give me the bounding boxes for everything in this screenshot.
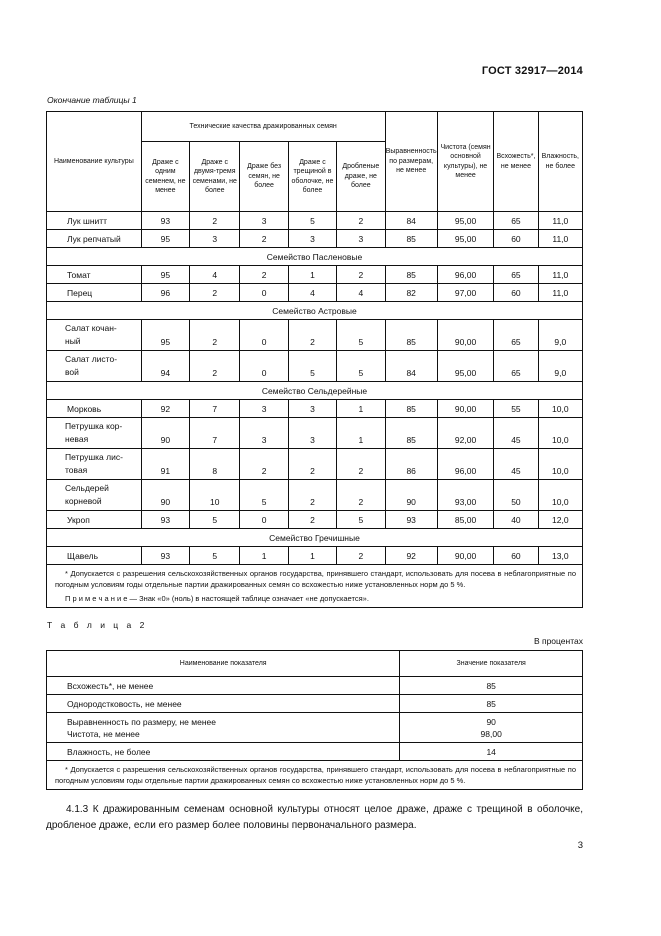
table1-caption: Окончание таблицы 1 [47,95,137,105]
value-cell: 3 [288,418,336,449]
table-row [47,320,583,351]
value-cell: 13,0 [538,547,582,565]
header-uniformity: Выравненность по размерам, не менее [385,112,437,212]
value-cell: 92,00 [437,418,493,449]
indicator-name-line: Влажность, не более [67,746,151,757]
table-row [47,418,583,449]
table-row [47,511,583,529]
table-row [47,212,583,230]
value-cell: 2 [240,230,288,248]
value-cell: 0 [240,284,288,302]
indicator-name-line: Чистота, не менее [67,728,140,739]
value-cell: 85 [385,320,437,351]
family-row: Семейство Гречишные [47,529,583,547]
value-cell: 9,0 [538,320,582,351]
value-cell: 2 [190,212,240,230]
value-cell: 2 [337,212,385,230]
crop-name-line: Петрушка кор- [65,421,123,431]
value-cell: 2 [337,480,385,511]
table-row [47,547,583,565]
value-cell: 5 [240,480,288,511]
value-cell: 92 [141,400,189,418]
value-cell: 10,0 [538,418,582,449]
value-cell: 3 [240,418,288,449]
indicator-name [47,743,400,761]
value-cell: 5 [337,320,385,351]
value-cell: 3 [288,230,336,248]
value-cell: 95,00 [437,230,493,248]
header-tech-group: Технические качества дражированных семян [141,112,385,142]
header-no-seeds: Драже без семян, не более [240,142,288,212]
document-code: ГОСТ 32917—2014 [481,65,583,77]
value-cell: 45 [494,449,538,480]
indicator-name-line: Всхожесть*, не менее [67,680,154,691]
value-cell: 5 [190,511,240,529]
value-cell: 4 [337,284,385,302]
indicator-value [400,677,583,695]
value-cell: 4 [288,284,336,302]
table2-caption: Т а б л и ц а 2 [47,620,148,630]
crop-name-line: вой [65,367,79,377]
value-cell: 5 [288,212,336,230]
value-cell: 2 [288,511,336,529]
value-cell: 96 [141,284,189,302]
crop-name [47,480,142,511]
crop-name [47,511,142,529]
crop-name-line: Салат листо- [65,354,118,364]
table-row [47,266,583,284]
value-cell: 93 [141,511,189,529]
crop-name-line: Щавель [67,550,99,561]
indicator-value [400,695,583,713]
table2-header-value: Значение показателя [400,651,583,677]
value-cell: 55 [494,400,538,418]
table-row [47,400,583,418]
crop-name-line: Морковь [67,403,102,414]
value-cell: 1 [288,547,336,565]
value-cell: 3 [240,212,288,230]
value-cell: 90 [385,480,437,511]
value-cell: 95,00 [437,212,493,230]
value-cell: 60 [494,284,538,302]
table-row [47,695,583,713]
value-cell: 85,00 [437,511,493,529]
indicator-value-line: 85 [486,680,496,691]
table2 [46,650,583,790]
header-name: Наименование культуры [47,112,142,212]
table-row [47,284,583,302]
header-germination: Всхожесть*, не менее [494,112,538,212]
value-cell: 65 [494,266,538,284]
crop-name [47,230,142,248]
value-cell: 95 [141,266,189,284]
crop-name [47,320,142,351]
value-cell: 1 [288,266,336,284]
crop-name [47,449,142,480]
value-cell: 5 [288,351,336,382]
crop-name-line: Укроп [67,514,90,525]
table1 [46,111,583,608]
indicator-name-line: Однородстковость, не менее [67,698,182,709]
header-moisture: Влажность, не более [538,112,582,212]
value-cell: 85 [385,230,437,248]
table1-body [47,212,583,608]
value-cell: 1 [337,400,385,418]
value-cell: 65 [494,351,538,382]
value-cell: 5 [337,511,385,529]
value-cell: 90,00 [437,547,493,565]
crop-name [47,284,142,302]
crop-name-line: Салат кочан- [65,323,117,333]
value-cell: 10,0 [538,480,582,511]
value-cell: 60 [494,547,538,565]
crop-name [47,547,142,565]
value-cell: 12,0 [538,511,582,529]
crop-name-line: ный [65,336,81,346]
value-cell: 7 [190,418,240,449]
value-cell: 60 [494,230,538,248]
value-cell: 90,00 [437,400,493,418]
value-cell: 92 [385,547,437,565]
value-cell: 2 [190,320,240,351]
value-cell: 2 [190,351,240,382]
crop-name-line: Сельдерей [65,483,109,493]
value-cell: 3 [337,230,385,248]
header-two-three-seeds: Драже с двумя-тремя семенами, не более [190,142,240,212]
value-cell: 11,0 [538,230,582,248]
value-cell: 2 [337,266,385,284]
value-cell: 2 [240,266,288,284]
value-cell: 85 [385,418,437,449]
value-cell: 65 [494,212,538,230]
crop-name-line: Лук репчатый [67,233,121,244]
value-cell: 0 [240,351,288,382]
value-cell: 94 [141,351,189,382]
value-cell: 3 [288,400,336,418]
value-cell: 1 [337,418,385,449]
value-cell: 10 [190,480,240,511]
value-cell: 93 [141,547,189,565]
crop-name-line: корневой [65,496,102,506]
value-cell: 4 [190,266,240,284]
crop-name [47,400,142,418]
value-cell: 2 [288,449,336,480]
value-cell: 2 [190,284,240,302]
indicator-value-line: 85 [486,698,496,709]
value-cell: 2 [240,449,288,480]
table-row [47,351,583,382]
value-cell: 2 [337,449,385,480]
value-cell: 84 [385,212,437,230]
crop-name-line: Лук шнитт [67,215,108,226]
table-row [47,480,583,511]
header-crushed: Дробленые драже, не более [337,142,385,212]
value-cell: 96,00 [437,449,493,480]
table2-header-name: Наименование показателя [47,651,400,677]
value-cell: 5 [337,351,385,382]
table2-body [47,677,583,790]
value-cell: 11,0 [538,212,582,230]
value-cell: 90 [141,418,189,449]
value-cell: 65 [494,320,538,351]
value-cell: 95,00 [437,351,493,382]
value-cell: 90 [141,480,189,511]
indicator-name [47,677,400,695]
indicator-value-line: 98,00 [480,728,502,739]
value-cell: 93 [141,212,189,230]
value-cell: 11,0 [538,284,582,302]
header-single-seed: Драже с одним семенем, не менее [141,142,189,212]
table-row [47,449,583,480]
table1-notes [47,565,583,608]
crop-name [47,351,142,382]
page-number: 3 [577,840,583,851]
indicator-value [400,713,583,743]
family-row: Семейство Астровые [47,302,583,320]
value-cell: 11,0 [538,266,582,284]
table-row [47,743,583,761]
indicator-value [400,743,583,761]
value-cell: 50 [494,480,538,511]
crop-name-line: Перец [67,287,93,298]
crop-name [47,266,142,284]
value-cell: 3 [240,400,288,418]
value-cell: 95 [141,230,189,248]
table1-note: П р и м е ч а н и е — Знак «0» (ноль) в настоящей таблице означает «не допускается». [65,594,369,603]
table2-units: В процентах [533,636,583,646]
table-row [47,230,583,248]
value-cell: 85 [385,266,437,284]
value-cell: 90,00 [437,320,493,351]
value-cell: 7 [190,400,240,418]
paragraph-4-1-3: 4.1.3 К дражированным семенам основной культуры относят целое драже, драже с трещиной в оболочке, дробленое драже, если его размер более половины первоначального размера. [46,804,583,831]
table1-footnote: * Допускается с разрешения сельскохозяйственных органов государства, принявшего стандарт, использовать для посева в неблагоприятные по погодным условиям годы отдельные партии дражированных семян со всхожестью ниже установленных норм до 5 %. [55,569,576,589]
value-cell: 3 [190,230,240,248]
value-cell: 10,0 [538,400,582,418]
family-row: Семейство Пасленовые [47,248,583,266]
indicator-name [47,713,400,743]
family-row: Семейство Сельдерейные [47,382,583,400]
crop-name [47,418,142,449]
value-cell: 9,0 [538,351,582,382]
value-cell: 0 [240,320,288,351]
indicator-value-line: 90 [486,716,496,727]
value-cell: 8 [190,449,240,480]
value-cell: 97,00 [437,284,493,302]
value-cell: 40 [494,511,538,529]
value-cell: 1 [240,547,288,565]
indicator-name [47,695,400,713]
table-row [47,677,583,695]
value-cell: 84 [385,351,437,382]
crop-name-line: невая [65,434,89,444]
crop-name-line: товая [65,465,88,475]
table-row [47,713,583,743]
crop-name-line: Томат [67,269,91,280]
header-cracked: Драже с трещиной в оболочке, не более [288,142,336,212]
value-cell: 96,00 [437,266,493,284]
value-cell: 2 [288,480,336,511]
table2-footnote: * Допускается с разрешения сельскохозяйственных органов государства, принявшего стандарт, использовать для посева в неблагоприятные по погодным условиям годы отдельные партии дражированных семян со всхожестью ниже установленных норм до 5 %. [47,761,583,790]
value-cell: 91 [141,449,189,480]
crop-name-line: Петрушка лис- [65,452,123,462]
value-cell: 82 [385,284,437,302]
indicator-value-line: 14 [486,746,496,757]
value-cell: 85 [385,400,437,418]
value-cell: 0 [240,511,288,529]
value-cell: 10,0 [538,449,582,480]
header-purity: Чистота (семян основной культуры), не менее [437,112,493,212]
value-cell: 95 [141,320,189,351]
value-cell: 93 [385,511,437,529]
indicator-name-line: Выравненность по размеру, не менее [67,716,216,727]
value-cell: 93,00 [437,480,493,511]
value-cell: 2 [288,320,336,351]
value-cell: 86 [385,449,437,480]
value-cell: 2 [337,547,385,565]
crop-name [47,212,142,230]
value-cell: 45 [494,418,538,449]
value-cell: 5 [190,547,240,565]
